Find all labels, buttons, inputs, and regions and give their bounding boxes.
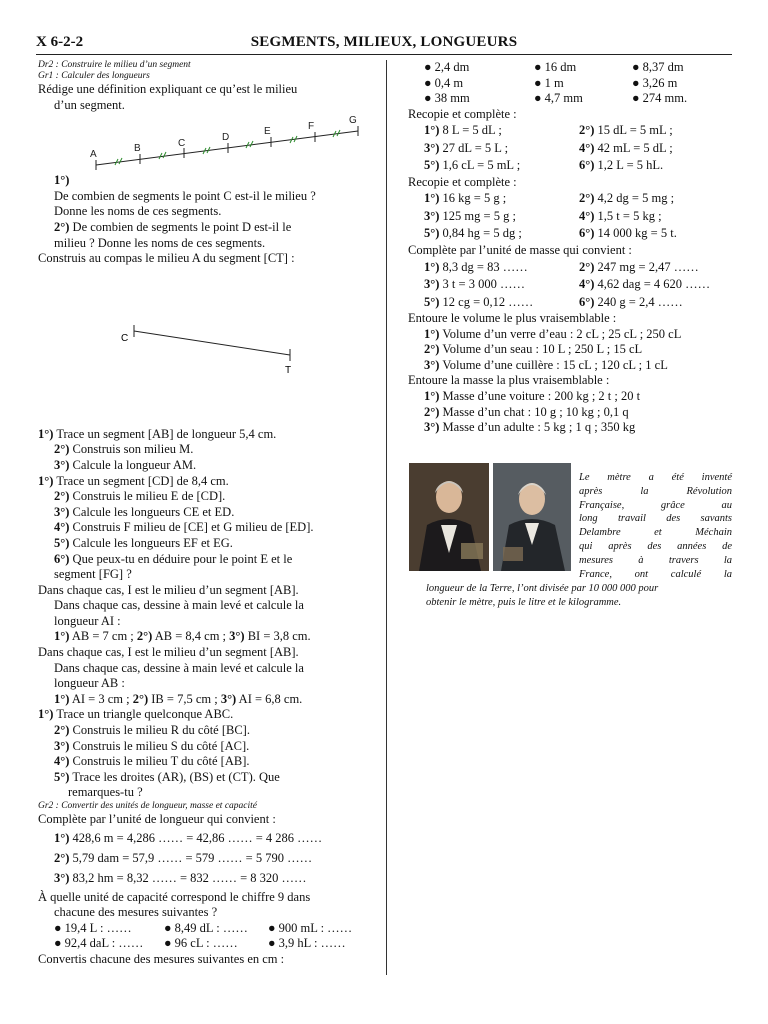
item-text: Construis le milieu T du côté [AB]. [69, 754, 250, 769]
portrait-mechain [493, 463, 571, 571]
item-text: 4,2 dg = 5 mg ; [594, 191, 675, 206]
item-number: 1°) [424, 326, 440, 341]
item-text: Masse d’un adulte : 5 kg ; 1 q ; 350 kg [439, 420, 636, 435]
objective-gr1: Gr1 : Calculer des longueurs [38, 71, 150, 81]
item-text: AB = 7 cm ; [69, 629, 137, 644]
exercise-triangle [38, 707, 378, 801]
item-text: 125 mg = 5 g ; [439, 208, 516, 223]
item-number: 1°) [54, 629, 70, 644]
point-label-c: C [178, 138, 186, 150]
item-number: 2°) [54, 723, 70, 738]
question-2-line-2: milieu ? Donne les noms de ces segments. [54, 235, 266, 250]
item-number: 2°) [424, 342, 440, 357]
item-number: 1°) [38, 473, 54, 488]
capacity-row-2 [38, 936, 378, 952]
caption-line: qui après des années de [579, 540, 732, 552]
point-label-e: E [264, 126, 271, 138]
recopie-grid-2 [408, 190, 738, 243]
objective-dr2: Dr2 : Construire le milieu d’un segment [38, 60, 191, 70]
question-1-number: 1°) [54, 173, 70, 188]
item-text: AI = 6,8 cm. [236, 691, 303, 706]
item-text: Calcule la longueur AM. [69, 457, 197, 472]
cm-item: ● 0,4 m [424, 75, 464, 90]
item-text: 4,62 dag = 4 620 …… [594, 277, 711, 292]
item-text: 1,2 L = 5 hL. [594, 158, 664, 173]
item-number: 3°) [54, 870, 70, 885]
cm-item: ● 2,4 dm [424, 60, 470, 74]
point-label-d: D [222, 132, 230, 144]
volume-title: Entoure le volume le plus vraisemblable : [408, 311, 617, 326]
item-text: 3 t = 3 000 …… [439, 277, 525, 292]
item-number: 3°) [229, 629, 245, 644]
item-text: AI = 3 cm ; [69, 691, 133, 706]
exercise-cd-84 [38, 474, 378, 583]
item-number: 1°) [424, 389, 440, 404]
question-1-line-1: De combien de segments le point C est-il le milieu ? [54, 188, 316, 203]
item-text: Calcule les longueurs EF et EG. [69, 535, 233, 550]
item-text: 1,5 t = 5 kg ; [594, 208, 662, 223]
item-number: 2°) [579, 259, 595, 274]
item-number: 3°) [424, 420, 440, 435]
item-number: 1°) [38, 707, 54, 722]
cm-row-2 [408, 76, 738, 92]
exercise-ai [38, 583, 378, 645]
item-text: BI = 3,8 cm. [244, 629, 311, 644]
cm-item: ● 38 mm [424, 91, 470, 106]
mass-unit-grid [408, 259, 738, 312]
item-text: 12 cg = 0,12 …… [439, 294, 534, 309]
item-text: 8 L = 5 dL ; [439, 123, 502, 138]
cm-row-1 [408, 60, 738, 76]
caption-line: France, ont calculé la [579, 568, 732, 580]
item-text: Que peux-tu en déduire pour le point E et le [69, 551, 293, 566]
item-number: 3°) [54, 738, 70, 753]
compass-instruction: Construis au compas le milieu A du segment [CT] : [38, 251, 295, 266]
cm-item: ● 16 dm [534, 60, 577, 74]
history-caption-bottom [426, 582, 736, 610]
caption-line: Française, grâce au [579, 499, 732, 511]
exercise-text: Dans chaque cas, dessine à main levé et calcule la [54, 598, 304, 613]
masse-title: Entoure la masse la plus vraisemblable : [408, 373, 610, 388]
portraits-image [409, 463, 571, 571]
recopie-title-1: Recopie et complète : [408, 106, 517, 121]
caption-line: mesures à travers la [579, 554, 732, 566]
column-divider [386, 60, 387, 975]
exercise-ab-54 [38, 427, 378, 474]
length-items [38, 828, 378, 888]
item-number: 2°) [136, 629, 153, 644]
item-text: Construis le milieu R du côté [BC]. [69, 723, 250, 738]
right-column [408, 60, 738, 436]
item-text: Calcule les longueurs CE et ED. [69, 504, 235, 519]
definition-prompt-2: d’un segment. [54, 97, 125, 112]
item-text: 42 mL = 5 dL ; [594, 140, 673, 155]
caption-line: longueur de la Terre, l’ont divisée par 10 000 000 pour [426, 583, 659, 594]
capacity-item: ● 19,4 L : …… [54, 920, 132, 935]
point-label-t-ct: T [285, 364, 292, 376]
capacity-prompt-2: chacune des mesures suivantes ? [54, 905, 218, 920]
item-number: 4°) [579, 277, 595, 292]
page-title: SEGMENTS, MILIEUX, LONGUEURS [250, 34, 518, 50]
worksheet-code: X 6-2-2 [36, 34, 84, 50]
capacity-prompt-1: À quelle unité de capacité correspond le chiffre 9 dans [38, 889, 311, 904]
segment-ct-line [134, 331, 290, 355]
item-text: 247 mg = 2,47 …… [594, 259, 699, 274]
convert-cm-title: Convertis chacune des mesures suivantes en cm : [38, 951, 285, 966]
capacity-item: ● 900 mL : …… [268, 920, 353, 935]
item-number: 2°) [132, 691, 149, 706]
capacity-row-1 [38, 921, 378, 937]
item-number: 3°) [424, 140, 440, 155]
point-label-g: G [349, 115, 357, 127]
item-text: Masse d’une voiture : 200 kg ; 2 t ; 20 t [439, 389, 641, 404]
item-text: Masse d’un chat : 10 g ; 10 kg ; 0,1 q [439, 404, 629, 419]
item-text: segment [FG] ? [54, 567, 132, 582]
item-number: 5°) [424, 226, 440, 241]
item-text: 1,6 cL = 5 mL ; [439, 158, 521, 173]
item-number: 1°) [54, 691, 70, 706]
length-title: Complète par l’unité de longueur qui convient : [38, 812, 276, 826]
item-number: 4°) [579, 208, 595, 223]
caption-line: obtenir le mètre, puis le litre et le kilogramme. [426, 596, 622, 608]
item-text: 16 kg = 5 g ; [439, 191, 507, 206]
recopie-grid-1 [408, 122, 738, 175]
cm-item: ● 8,37 dm [632, 60, 684, 74]
item-text: Trace un segment [AB] de longueur 5,4 cm. [53, 426, 277, 441]
segment-ct-figure [38, 267, 368, 427]
item-text: 83,2 hm = 8,32 …… = 832 …… = 8 320 …… [69, 870, 307, 885]
item-number: 1°) [38, 426, 54, 441]
item-number: 2°) [424, 404, 440, 419]
item-text: Volume d’une cuillère : 15 cL ; 120 cL ; 1 cL [439, 357, 668, 372]
item-number: 3°) [424, 357, 440, 372]
item-number: 1°) [424, 123, 440, 138]
item-text: Construis le milieu E de [CD]. [69, 489, 226, 504]
item-text: 5,79 dam = 57,9 …… = 579 …… = 5 790 …… [69, 850, 313, 865]
item-number: 2°) [579, 123, 595, 138]
item-text: IB = 7,5 cm ; [148, 691, 221, 706]
item-text: Trace un triangle quelconque ABC. [53, 707, 234, 722]
item-number: 3°) [220, 691, 237, 706]
cm-row-3 [408, 91, 738, 107]
item-number: 5°) [424, 158, 440, 173]
item-text: 27 dL = 5 L ; [439, 140, 509, 155]
question-1-line-2: Donne les noms de ces segments. [54, 204, 222, 219]
item-number: 1°) [424, 259, 440, 274]
item-text: Trace les droites (AR), (BS) et (CT). Que [69, 769, 280, 784]
capacity-item: ● 8,49 dL : …… [164, 920, 248, 935]
item-text: Trace un segment [CD] de 8,4 cm. [53, 473, 229, 488]
caption-line: Le mètre a été inventé [579, 472, 732, 483]
left-column [38, 60, 378, 968]
cm-item: ● 4,7 mm [534, 91, 583, 106]
item-number: 3°) [424, 208, 440, 223]
caption-line: après la Révolution [579, 485, 732, 497]
mass-unit-title: Complète par l’unité de masse qui convient : [408, 242, 632, 257]
definition-prompt-1: Rédige une définition expliquant ce qu’est le milieu [38, 82, 298, 96]
item-text: Construis son milieu M. [69, 442, 194, 457]
item-text: 240 g = 2,4 …… [594, 294, 683, 309]
item-number: 2°) [579, 191, 595, 206]
item-text: AB = 8,4 cm ; [152, 629, 230, 644]
exercise-text: longueur AB : [54, 676, 125, 691]
cm-item: ● 1 m [534, 75, 564, 90]
capacity-item: ● 92,4 daL : …… [54, 936, 144, 951]
item-number: 6°) [579, 226, 595, 241]
question-2-line-1: De combien de segments le point D est-il le [69, 219, 292, 234]
item-number: 3°) [54, 457, 70, 472]
item-number: 4°) [54, 754, 70, 769]
item-text: 14 000 kg = 5 t. [594, 226, 677, 241]
point-label-f: F [308, 121, 315, 133]
question-2-number: 2°) [54, 219, 70, 234]
cm-item: ● 3,26 m [632, 75, 678, 90]
point-label-a: A [90, 149, 97, 161]
portrait-delambre [409, 463, 489, 571]
item-number: 4°) [54, 520, 70, 535]
segment-figure [38, 115, 368, 173]
item-number: 6°) [54, 551, 70, 566]
point-label-b: B [134, 143, 141, 155]
item-number: 1°) [424, 191, 440, 206]
item-text: 8,3 dg = 83 …… [439, 259, 528, 274]
item-text: Volume d’un verre d’eau : 2 cL ; 25 cL ; 250 cL [439, 326, 682, 341]
item-text: remarques-tu ? [68, 785, 143, 800]
item-text: 0,84 hg = 5 dg ; [439, 226, 522, 241]
recopie-title-2: Recopie et complète : [408, 174, 517, 189]
item-text: Construis le milieu S du côté [AC]. [69, 738, 250, 753]
item-text: 15 dL = 5 mL ; [594, 123, 673, 138]
item-number: 5°) [54, 769, 70, 784]
item-number: 2°) [54, 489, 70, 504]
item-text: 428,6 m = 4,286 …… = 42,86 …… = 4 286 …… [69, 830, 323, 845]
history-caption-side [579, 471, 732, 581]
caption-line: Delambre et Méchain [579, 527, 732, 539]
capacity-item: ● 96 cL : …… [164, 936, 238, 951]
item-number: 5°) [424, 294, 440, 309]
objective-gr2: Gr2 : Convertir des unités de longueur, masse et capacité [38, 801, 257, 811]
exercise-ab [38, 645, 378, 707]
cm-item: ● 274 mm. [632, 91, 688, 106]
item-number: 6°) [579, 158, 595, 173]
item-number: 1°) [54, 830, 70, 845]
item-number: 5°) [54, 535, 70, 550]
item-number: 3°) [54, 504, 70, 519]
item-text: Volume d’un seau : 10 L ; 250 L ; 15 cL [439, 342, 643, 357]
caption-line: long travail des savants [579, 513, 732, 525]
exercise-text: Dans chaque cas, I est le milieu d’un segment [AB]. [38, 582, 299, 597]
page-header [36, 34, 732, 55]
exercise-text: Dans chaque cas, I est le milieu d’un segment [AB]. [38, 645, 299, 660]
item-number: 3°) [424, 277, 440, 292]
item-number: 4°) [579, 140, 595, 155]
item-number: 6°) [579, 294, 595, 309]
capacity-item: ● 3,9 hL : …… [268, 936, 346, 951]
exercise-text: longueur AI : [54, 613, 121, 628]
item-text: Construis F milieu de [CE] et G milieu de [ED]. [69, 520, 314, 535]
exercise-text: Dans chaque cas, dessine à main levé et calcule la [54, 660, 304, 675]
item-number: 2°) [54, 850, 70, 865]
item-number: 2°) [54, 442, 70, 457]
point-label-c-ct: C [121, 332, 129, 344]
